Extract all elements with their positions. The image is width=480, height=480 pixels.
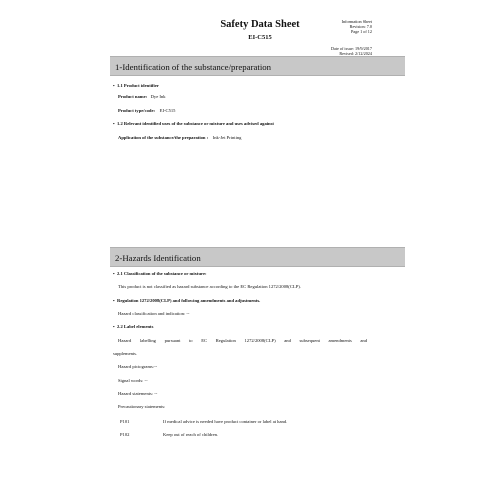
product-type-value: EI-C515 xyxy=(159,108,176,113)
subsection-2-2: • 2.2 Label elements xyxy=(113,324,154,329)
product-type-row xyxy=(118,108,408,113)
subsection-2-1-label: 2.1 Classification of the substance or mixture: xyxy=(117,271,207,276)
document-info xyxy=(331,19,372,56)
product-name-label: Product name: xyxy=(118,94,148,99)
page-number: Page 1 of 12 xyxy=(350,29,372,35)
product-name-value: Dye Ink xyxy=(150,94,166,99)
signal-words: Signal words: -- xyxy=(118,378,148,383)
revision-label: Revision: 7.0 xyxy=(349,24,372,30)
section-2-heading: 2-Hazards Identification xyxy=(110,247,405,267)
subsection-1-2-label: 1.2 Relevant identified uses of the substance or mixture and uses advised against xyxy=(117,121,274,126)
product-name-row xyxy=(118,94,408,99)
product-code-heading: EI-C515 xyxy=(248,34,272,41)
revised-date: Revised: 2/12/2024 xyxy=(339,50,372,56)
date-of-issue: Date of issue: 19/9/2017 xyxy=(330,45,372,51)
statement-text: If medical advice is needed have product container or label at hand. xyxy=(163,419,288,424)
subsection-1-2: • 1.2 Relevant identified uses of the substance or mixture and uses advised against xyxy=(113,121,274,126)
section-1-heading: 1-Identification of the substance/preparation xyxy=(110,56,405,76)
subsection-1-1: • 1.1 Product identifier xyxy=(113,83,159,88)
regulation-heading: • Regulation 1272/2008(CLP) and following amendments and adjustments. xyxy=(113,298,261,303)
info-sheet-label: Information Sheet xyxy=(341,19,372,24)
hazard-pictograms: Hazard pictograms:-- xyxy=(118,364,158,369)
subsection-1-1-label: 1.1 Product identifier xyxy=(117,83,159,88)
application-row xyxy=(118,135,408,140)
statement-text: Keep out of reach of children. xyxy=(163,432,219,437)
hazard-statements: Hazard statements: -- xyxy=(118,391,158,396)
statement-code: P101 xyxy=(120,419,130,424)
labelling-text-line-2: supplements. xyxy=(113,351,138,356)
application-value: Ink-Jet Printing xyxy=(212,135,242,140)
precautionary-statements: Precautionary statements: xyxy=(118,404,166,409)
regulation-heading-label: Regulation 1272/2008(CLP) and following amendments and adjustments. xyxy=(117,298,261,303)
statement-row xyxy=(120,419,410,424)
subsection-2-2-label: 2.2 Label elements xyxy=(117,324,154,329)
classification-text: This product is not classified as hazard substance according to the EC Regulation 1272/2008(CLP). xyxy=(118,284,301,289)
subsection-2-1: • 2.1 Classification of the substance or mixture: xyxy=(113,271,207,276)
product-type-label: Product type/code: xyxy=(118,108,156,113)
hazard-classification: Hazard classification and indication: -- xyxy=(118,311,190,316)
statement-code: P102 xyxy=(120,432,130,437)
application-label: Application of the substance/the preparation : xyxy=(118,135,209,140)
labelling-text-line-1: Hazard labelling pursuant to EC Regulation 1272/2008(CLP) and subsequent amendments and xyxy=(118,338,367,343)
document-title: Safety Data Sheet xyxy=(220,19,300,30)
statement-row xyxy=(120,432,410,437)
